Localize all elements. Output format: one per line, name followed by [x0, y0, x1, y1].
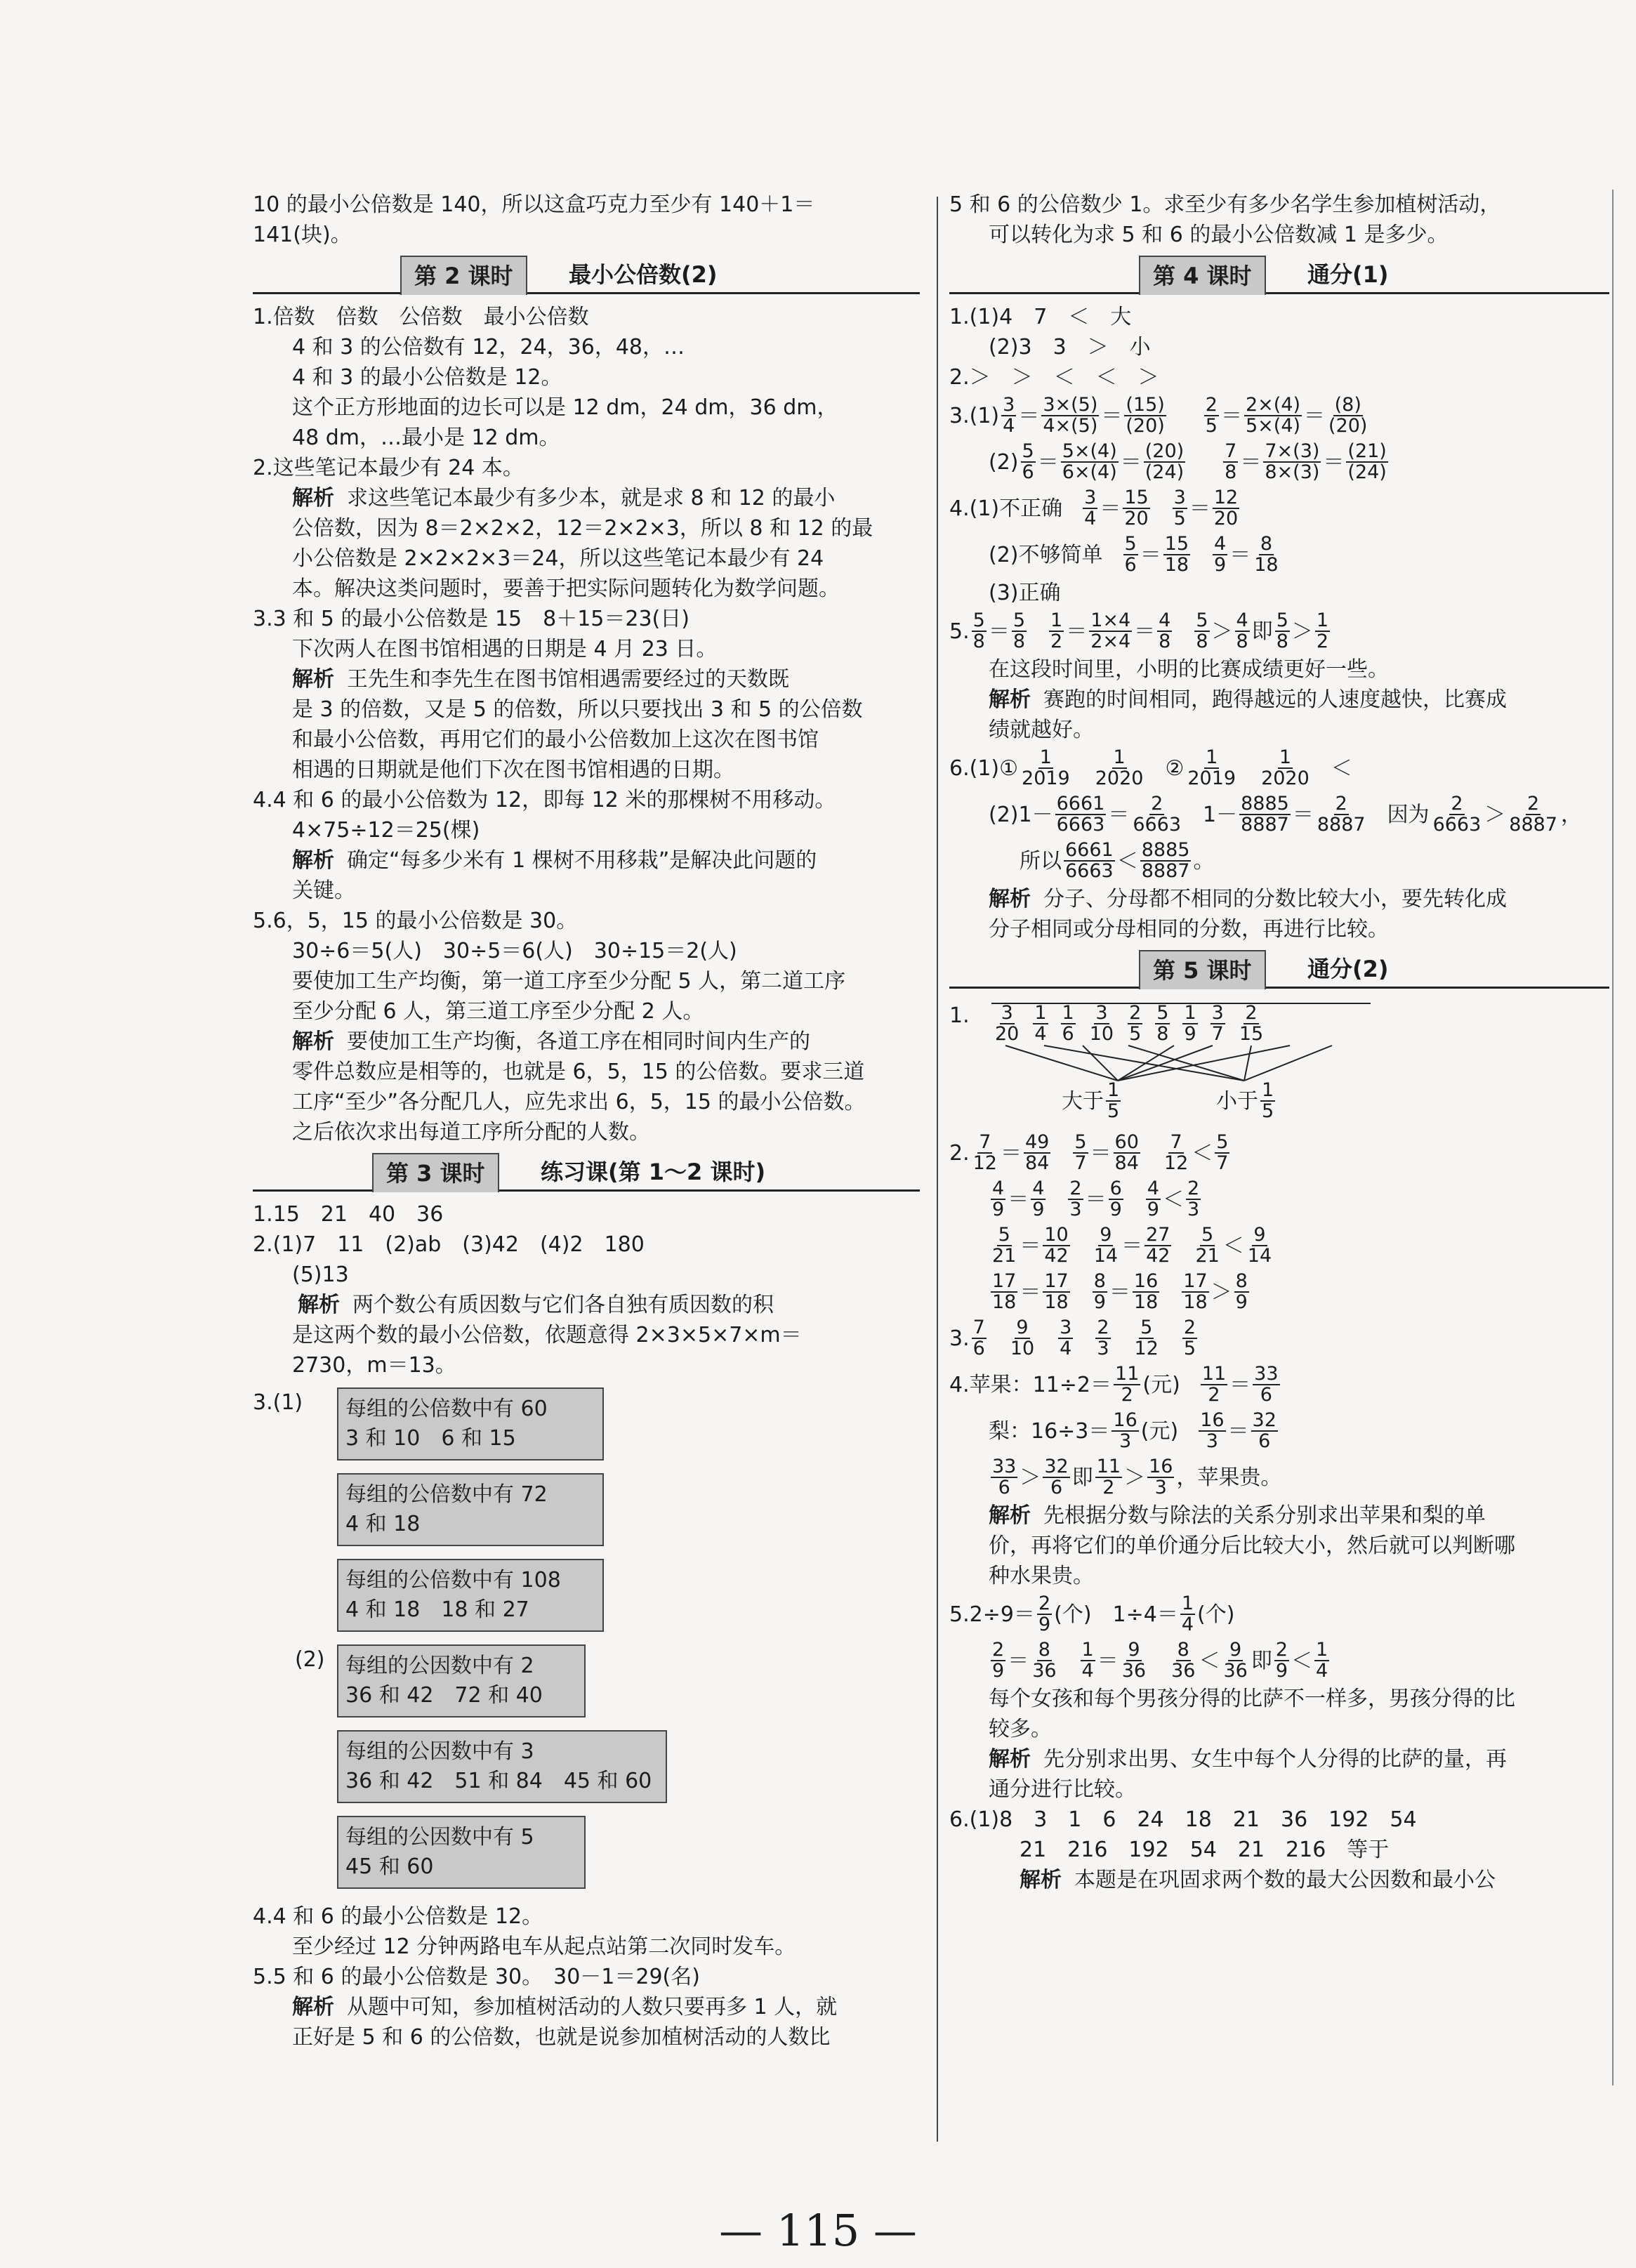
analysis-label: 解析: [1020, 1868, 1062, 1892]
analysis-line: 小公倍数是 2×2×2×3＝24，所以这些笔记本最少有 24: [292, 546, 824, 571]
answer-line: 1.倍数 倍数 公倍数 最小公倍数: [253, 305, 589, 329]
analysis-line: 价，再将它们的单价通分后比较大小，然后就可以判断哪: [989, 1534, 1515, 1558]
answer-line: 1.(1)4 7 ＜ 大: [949, 305, 1132, 329]
answer-line: (3)正确: [989, 581, 1061, 605]
answer-line: 下次两人在图书馆相遇的日期是 4 月 23 日。: [292, 637, 718, 661]
analysis-label: 解析: [989, 1747, 1031, 1772]
fraction-equation-line: (2)不够简单 $\frac{5}{6}$ ＝ $\frac{15}{18}$ $\frac{4}{9}$ ＝ $\frac{8}{18}$: [989, 532, 1279, 576]
analysis-line: 分子相同或分母相同的分数，再进行比较。: [989, 917, 1389, 942]
answer-line: 4.4 和 6 的最小公倍数是 12。: [253, 1904, 543, 1929]
fraction-equation-line: 所以 $\frac{6661}{6663}$ ＜ $\frac{8885}{8887}$ 。: [1020, 838, 1215, 882]
analysis-line: 是 3 的倍数，又是 5 的倍数，所以只要找出 3 和 5 的公倍数: [292, 697, 863, 722]
analysis-line: 解析 本题是在巩固求两个数的最大公因数和最小公: [1020, 1868, 1496, 1892]
answer-line: 每个女孩和每个男孩分得的比萨不一样多，男孩分得的比: [989, 1687, 1515, 1711]
fraction-equation-line: (2) $\frac{5}{6}$ ＝ $\frac{5\times(4)}{6\times(4)}$ ＝ $\frac{(20)}{(24)}$ $\frac{7}{8}$ ＝ $\frac{7\times(3)}{8\times(3)}$ ＝ $\frac{(21)}{(24)}$: [989, 440, 1387, 483]
analysis-line: 相遇的日期就是他们下次在图书馆相遇的日期。: [292, 758, 734, 782]
answer-box: 每组的公倍数中有 60 3 和 10 6 和 15: [337, 1387, 604, 1461]
analysis-line: 解析 先根据分数与除法的关系分别求出苹果和梨的单: [989, 1503, 1486, 1528]
fraction-equation-line: $\frac{33}{6}$ ＞ $\frac{32}{6}$ 即 $\frac{11}{2}$ ＞ $\frac{16}{3}$ ，苹果贵。: [992, 1455, 1282, 1498]
analysis-line: 通分进行比较。: [989, 1777, 1136, 1802]
analysis-line: 解析 赛跑的时间相同，跑得越远的人速度越快，比赛成: [989, 687, 1507, 712]
answer-line: 5.6，5，15 的最小公倍数是 30。: [253, 909, 578, 933]
analysis-line: 绩就越好。: [989, 718, 1094, 742]
greater-than-label: 大于 $\frac{1}{5}$: [1062, 1079, 1120, 1123]
fraction-equation-line: $\frac{17}{18}$ ＝ $\frac{17}{18}$ $\frac{8}{9}$ ＝ $\frac{16}{18}$ $\frac{17}{18}$ ＞ $\frac{8}{9}$: [992, 1270, 1248, 1313]
fraction-equation-line: 4.(1)不正确 $\frac{3}{4}$ ＝ $\frac{15}{20}$ $\frac{3}{5}$ ＝ $\frac{12}{20}$: [949, 486, 1239, 529]
analysis-line: 解析 确定“每多少米有 1 棵树不用移栽”是解决此问题的: [292, 848, 817, 873]
analysis-label: 解析: [292, 1995, 334, 2019]
fraction-row: $\frac{3}{20}$ $\frac{1}{4}$ $\frac{1}{6}$ $\frac{3}{10}$ $\frac{2}{5}$ $\frac{5}{8}$ $\frac{1}{9}$ $\frac{3}{7}$ $\frac{2}{15}$: [995, 1002, 1264, 1046]
analysis-line: 本。解决这类问题时，要善于把实际问题转化为数学问题。: [292, 576, 840, 601]
lesson-title: 最小公倍数(2): [569, 261, 718, 288]
answer-label: 3.(1): [253, 1390, 303, 1415]
answer-line: 4.4 和 6 的最小公倍数为 12，即每 12 米的那棵树不用移动。: [253, 788, 836, 812]
analysis-line: 关键。: [292, 878, 355, 903]
fraction-equation-line: $\frac{5}{21}$ ＝ $\frac{10}{42}$ $\frac{9}{14}$ ＝ $\frac{27}{42}$ $\frac{5}{21}$ ＜ $\frac{9}{14}$: [992, 1223, 1272, 1267]
lesson-header: [253, 256, 920, 296]
analysis-line: 解析 先分别求出男、女生中每个人分得的比萨的量，再: [989, 1747, 1507, 1772]
matching-diagram: 1. $\frac{3}{20}$ $\frac{1}{4}$ $\frac{1}{6}$ $\frac{3}{10}$ $\frac{2}{5}$ $\frac{5}{8}$ $\frac{1}{9}$ $\frac{3}{7}$ $\frac{2}{15}$ 大于 $\frac{1}{5}$ 小于 $\frac{1}{5}$: [949, 996, 1609, 1130]
grouping-boxes-1: [253, 1387, 920, 1632]
analysis-line: 之后依次求出每道工序所分配的人数。: [292, 1120, 650, 1145]
answer-line: 在这段时间里，小明的比赛成绩更好一些。: [989, 657, 1389, 682]
fraction-equation-line: 6.(1)① $\frac{1}{2019}$ $\frac{1}{2020}$ ② $\frac{1}{2019}$ $\frac{1}{2020}$ ＜: [949, 746, 1352, 789]
fraction-equation-line: 2. $\frac{7}{12}$ ＝ $\frac{49}{84}$ $\frac{5}{7}$ ＝ $\frac{60}{84}$ $\frac{7}{12}$ ＜ $\frac{5}{7}$: [949, 1130, 1229, 1174]
answer-box: 每组的公因数中有 3 36 和 42 51 和 84 45 和 60: [337, 1730, 667, 1803]
analysis-label: 解析: [298, 1293, 340, 1317]
answer-line: 3.3 和 5 的最小公倍数是 15 8＋15＝23(日): [253, 607, 690, 631]
lesson-tab: 第 4 课时: [1139, 256, 1266, 295]
page-edge-line: [1612, 190, 1614, 2085]
analysis-line: 2730，m＝13。: [292, 1353, 456, 1378]
text-line: 141(块)。: [253, 223, 352, 247]
analysis-line: 解析 求这些笔记本最少有多少本，就是求 8 和 12 的最小: [292, 486, 836, 510]
lesson-tab: 第 2 课时: [400, 256, 527, 295]
fraction-equation-line: $\frac{4}{9}$ ＝ $\frac{4}{9}$ $\frac{2}{3}$ ＝ $\frac{6}{9}$ $\frac{4}{9}$ ＜ $\frac{2}{3}$: [992, 1177, 1200, 1220]
answer-line: 4 和 3 的公倍数有 12，24，36，48，…: [292, 335, 685, 360]
answer-line: (2)3 3 ＞ 小: [989, 335, 1151, 360]
fraction-equation-line: 3. $\frac{7}{6}$ $\frac{9}{10}$ $\frac{3}{4}$ $\frac{2}{3}$ $\frac{5}{12}$ $\frac{2}{5}$: [949, 1316, 1196, 1359]
answer-line: 2.(1)7 11 (2)ab (3)42 (4)2 180: [253, 1232, 645, 1257]
lesson-header: [949, 256, 1609, 296]
analysis-line: 解析 两个数公有质因数与它们各自独有质因数的积: [298, 1293, 774, 1317]
answer-line: 48 dm，…最小是 12 dm。: [292, 426, 560, 450]
fraction-equation-line: (2)1－ $\frac{6661}{6663}$ ＝ $\frac{2}{6663}$ 1－ $\frac{8885}{8887}$ ＝ $\frac{2}{8887}$ 因为 $\frac{2}{6663}$ ＞ $\frac{2}{8887}$ ，: [989, 792, 1582, 836]
fraction-equation-line: 5.2÷9＝ $\frac{2}{9}$ (个) 1÷4＝ $\frac{1}{4}$ (个): [949, 1592, 1235, 1635]
fraction-equation-line: 梨：16÷3＝ $\frac{16}{3}$ (元) $\frac{16}{3}$ ＝ $\frac{32}{6}$: [989, 1409, 1277, 1452]
answer-line: 至少经过 12 分钟两路电车从起点站第二次同时发车。: [292, 1934, 796, 1959]
answer-box: 每组的公因数中有 2 36 和 42 72 和 40: [337, 1644, 586, 1718]
lesson-title: 通分(2): [1307, 956, 1389, 982]
answer-line: 至少分配 6 人，第三道工序至少分配 2 人。: [292, 999, 704, 1024]
analysis-label: 解析: [989, 687, 1031, 712]
lesson-title: 练习课(第 1～2 课时): [541, 1159, 766, 1185]
answer-line: 30÷6＝5(人) 30÷5＝6(人) 30÷15＝2(人): [292, 939, 737, 963]
analysis-line: 零件总数应是相等的，也就是 6，5，15 的公倍数。要求三道: [292, 1060, 865, 1084]
analysis-line: 解析 从题中可知，参加植树活动的人数只要再多 1 人，就: [292, 1995, 838, 2019]
analysis-label: 解析: [292, 486, 334, 510]
analysis-label: 解析: [292, 667, 334, 692]
text-line: 10 的最小公倍数是 140，所以这盒巧克力至少有 140＋1＝: [253, 192, 815, 217]
answer-box: 每组的公倍数中有 108 4 和 18 18 和 27: [337, 1559, 604, 1632]
text-line: 5 和 6 的公倍数少 1。求至少有多少名学生参加植树活动，: [949, 192, 1501, 217]
lesson-tab: 第 3 课时: [372, 1153, 499, 1192]
lesson-title: 通分(1): [1307, 261, 1389, 288]
analysis-label: 解析: [292, 1029, 334, 1054]
lesson-header: [949, 950, 1609, 991]
answer-line: 要使加工生产均衡，第一道工序至少分配 5 人，第二道工序: [292, 969, 846, 994]
analysis-label: 解析: [989, 1503, 1031, 1528]
answer-label: (2): [295, 1647, 325, 1672]
answer-line: 2.这些笔记本最少有 24 本。: [253, 456, 524, 480]
analysis-label: 解析: [292, 848, 334, 873]
left-column: [253, 190, 920, 2052]
answer-box: 每组的公因数中有 5 45 和 60: [337, 1816, 586, 1889]
analysis-line: 正好是 5 和 6 的公倍数，也就是说参加植树活动的人数比: [292, 2025, 831, 2050]
fraction-equation-line: $\frac{2}{9}$ ＝ $\frac{8}{36}$ $\frac{1}{4}$ ＝ $\frac{9}{36}$ $\frac{8}{36}$ ＜ $\frac{9}{36}$ 即 $\frac{2}{9}$ ＜ $\frac{1}{4}$: [992, 1638, 1328, 1682]
grouping-boxes-2: [253, 1644, 920, 1889]
answer-line: 4 和 3 的最小公倍数是 12。: [292, 365, 562, 390]
column-divider: [937, 197, 938, 2142]
answer-box: 每组的公倍数中有 72 4 和 18: [337, 1473, 604, 1546]
analysis-line: 种水果贵。: [989, 1564, 1094, 1588]
answer-line: 较多。: [989, 1717, 1052, 1741]
analysis-line: 和最小公倍数，再用它们的最小公倍数加上这次在图书馆: [292, 727, 819, 752]
fraction-equation-line: 3.(1) $\frac{3}{4}$ ＝ $\frac{3\times(5)}{4\times(5)}$ ＝ $\frac{(15)}{(20)}$ $\frac{2}{5}$ ＝ $\frac{2\times(4)}{5\times(4)}$ ＝ $\frac{(8)}{(20)}$: [949, 393, 1368, 437]
answer-line: 1.15 21 40 36: [253, 1202, 444, 1227]
page-number: — 115 —: [719, 2205, 917, 2256]
text-line: 可以转化为求 5 和 6 的最小公倍数减 1 是多少。: [989, 223, 1449, 247]
less-than-label: 小于 $\frac{1}{5}$: [1216, 1079, 1274, 1123]
analysis-line: 工序“至少”各分配几人，应先求出 6，5，15 的最小公倍数。: [292, 1090, 866, 1114]
fraction-equation-line: 5. $\frac{5}{8}$ ＝ $\frac{5}{8}$ $\frac{1}{2}$ ＝ $\frac{1\times 4}{2\times 4}$ ＝ $\frac{4}{8}$ $\frac{5}{8}$ ＞ $\frac{4}{8}$ 即 $\frac{5}{8}$ ＞ $\frac{1}{2}$: [949, 609, 1329, 652]
answer-line: 6.(1)8 3 1 6 24 18 21 36 192 54: [949, 1807, 1417, 1832]
analysis-label: 解析: [989, 887, 1031, 911]
answer-line: 4×75÷12＝25(棵): [292, 818, 480, 843]
answer-line: 21 216 192 54 21 216 等于: [1020, 1838, 1390, 1862]
lesson-header: [253, 1153, 920, 1194]
lesson-tab: 第 5 课时: [1139, 950, 1266, 989]
analysis-line: 解析 分子、分母都不相同的分数比较大小，要先转化成: [989, 887, 1507, 911]
analysis-line: 解析 要使加工生产均衡，各道工序在相同时间内生产的: [292, 1029, 810, 1054]
answer-line: 这个正方形地面的边长可以是 12 dm，24 dm，36 dm，: [292, 395, 838, 420]
analysis-line: 是这两个数的最小公倍数，依题意得 2×3×5×7×m＝: [292, 1323, 802, 1347]
analysis-line: 公倍数，因为 8＝2×2×2，12＝2×2×3，所以 8 和 12 的最: [292, 516, 873, 541]
answer-line: 5.5 和 6 的最小公倍数是 30。 30－1＝29(名): [253, 1965, 700, 1989]
analysis-line: 解析 王先生和李先生在图书馆相遇需要经过的天数既: [292, 667, 789, 692]
answer-line: 2.＞ ＞ ＜ ＜ ＞: [949, 365, 1159, 390]
fraction-equation-line: 4.苹果：11÷2＝ $\frac{11}{2}$ (元) $\frac{11}{2}$ ＝ $\frac{33}{6}$: [949, 1362, 1279, 1406]
right-column: [949, 190, 1609, 1895]
answer-line: (5)13: [292, 1262, 349, 1287]
